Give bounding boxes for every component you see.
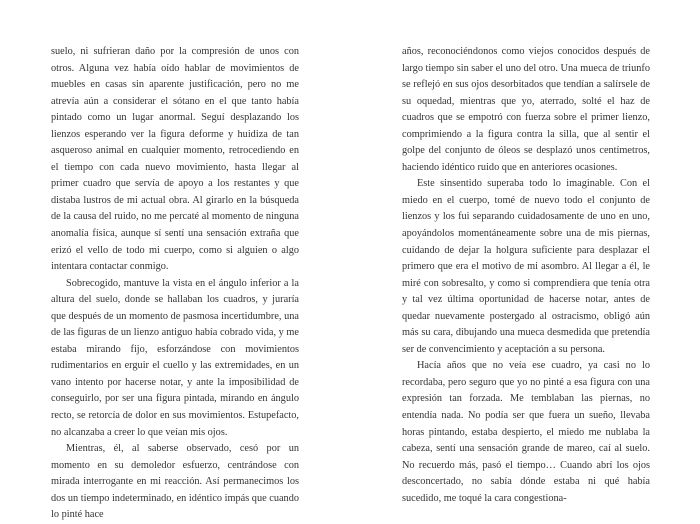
right-paragraph-2: Este sinsentido superaba todo lo imaginable. Con el miedo en el cuerpo, tomé de nuevo todo el conjunto de lienzos y los fui separando cuidadosamente de uno en uno, apoyándolos momentáneamente sobre una de mis piernas, cuidando de dejar la holgura suficiente para desplazar el primero que era el motivo de mi asombro. Al llegar a él, le miré con sobresalto, y como si comprendiera que tenía otra y tal vez última oportunidad de hacerse notar, antes de quedar nuevamente postergado al ostracismo, obligó aún más su cara, dibujando una mueca desmedida que pretendía ser de convencimiento y aceptación a su persona.: [402, 178, 650, 355]
right-paragraph-3: Hacía años que no veía ese cuadro, ya casi no lo recordaba, pero seguro que yo no pinté a esa figura con una expresión tan forzada. Me temblaban las piernas, no entendía nada. No podía ser que fuera un sueño, llevaba horas pintando, estaba despierto, el miedo me nublaba la cabeza, sentí una sensación grande de mareo, caí al suelo. No recuerdo más, pasó el tiempo… Cuando abrí los ojos desconcertado, no sabía dónde estaba ni qué había sucedido, me toqué la cara congestiona-: [402, 360, 650, 504]
left-paragraph-3: Mientras, él, al saberse observado, cesó por un momento en su demoledor esfuerzo, centrándose con mirada interrogante en mi reacción. Así permanecimos los dos un tiempo indeterminado, en idéntico impás que cuando lo pinté hace: [51, 443, 299, 521]
left-paragraph-1: suelo, ni sufrieran daño por la compresión de unos con otros. Alguna vez había oído hablar de movimientos de muebles en casas sin aparente justificación, pero no me atrevía aún a considerar el sótano en el que tanto había pintado como un lugar anormal. Seguí desplazando los lienzos esperando ver la figura deforme y huidiza de tan asqueroso animal en cualquier momento, retrocediendo en el tiempo con cada nuevo movimiento, hasta llegar al primer cuadro que servía de apoyo a los restantes y que distaba lustros de mi actual obra. Al girarlo en la búsqueda de la causa del ruido, no me percaté al momento de ninguna anomalía física, aunque sí sentí una sensación extraña que erizó el vello de todo mi cuerpo, como si alguien o algo intentara contactar conmigo.: [51, 46, 299, 273]
right-paragraph-1: años, reconociéndonos como viejos conocidos después de largo tiempo sin saber el uno del otro. Una mueca de triunfo se reflejó en sus ojos desorbitados que tendían a salírsele de su oquedad, mientras que yo, aterrado, solté el haz de cuadros que se empotró con fuerza sobre el primer lienzo, comprimiendo a la figura contra la silla, que al sentir el golpe del conjunto de óleos se desplazó unos centímetros, haciendo idéntico ruido que en anteriores ocasiones.: [402, 46, 651, 173]
left-paragraph-2: Sobrecogido, mantuve la vista en el ángulo inferior a la altura del suelo, donde se hallaban los cuadros, y juraría que después de un momento de pasmosa incertidumbre, una de las figuras de un lienzo antiguo había cobrado vida, y me estaba mirando fijo, esforzándose con movimientos rudimentarios en erguir el cuello y las extremidades, en un vano intento por hacerse notar, y ante la imposibilidad de conseguirlo, por ser una figura pintada, mirando en ángulo recto, se retorcía de dolor en sus movimientos. Estupefacto, no alcanzaba a creer lo que veían mis ojos.: [51, 277, 299, 438]
left-page: [51, 44, 299, 524]
right-page: [402, 44, 650, 507]
